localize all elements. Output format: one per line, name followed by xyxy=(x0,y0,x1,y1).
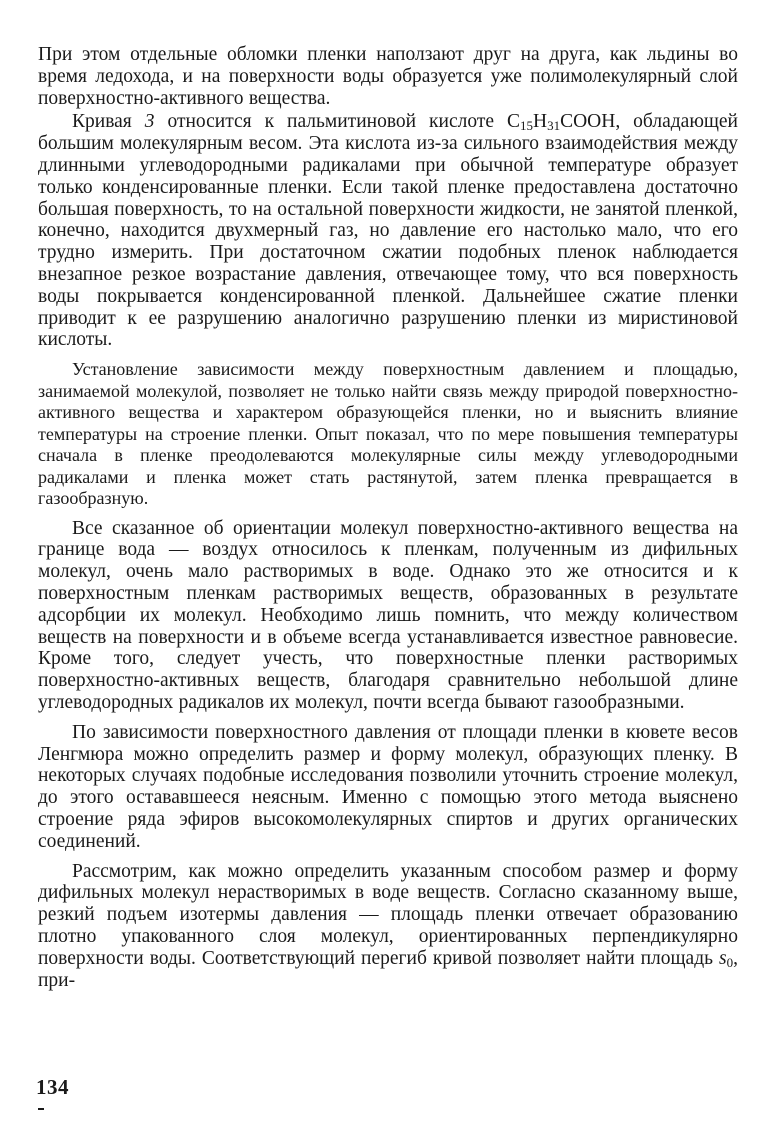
paragraph-2 xyxy=(38,111,738,351)
paragraph-2-text-a: Кривая xyxy=(72,111,145,133)
paragraph-5-text: По зависимости поверхностного давления от площади пленки в кювете весов Ленгмюра можно определить размер и форму молекул, образующих пленку. В некоторых случаях подобные исследования позволили уточнить строение молекул, до этого остававшееся неясным. Именно с помощью этого метода выяснено строение ряда эфиров высокомолекулярных спиртов и других органических соединений. xyxy=(38,721,738,852)
paragraph-2-text-b: относится к пальмитиновой кислоте C xyxy=(154,111,520,133)
paragraph-4-text: Все сказанное об ориентации молекул поверхностно-активного вещества на границе вода — воздух относилось к пленкам, полученным из дифильных молекул, очень мало растворимых в воде. Однако это же относится и к поверхностным пленкам растворимых веществ, образованных в результате адсорбции их молекул. Необходимо лишь помнить, что между количеством веществ на поверхности и в объеме всегда устанавливается известное равновесие. Кроме того, следует учесть, что поверхностные пленки растворимых поверхностно-активных веществ, благодаря сравнительно небольшой длине углеводородных радикалов их молекул, почти всегда бывают газообразными. xyxy=(38,517,738,714)
paragraph-3-text: Установление зависимости между поверхностным давлением и площадью, занимаемой молекулой, позволяет не только найти связь между природой поверхностно-активного вещества и характером образующейся пленки, но и выяснить влияние температуры на строение пленки. Опыт показал, что по мере повышения температуры сначала в пленке преодолеваются молекулярные силы между углеводородными радикалами и пленка может стать растянутой, затем пленка превращается в газообразную. xyxy=(38,359,738,509)
paragraph-1-text: При этом отдельные обломки пленки наползают друг на друга, как льдины во время ледохода, и на поверхности воды образуется уже полимолекулярный слой поверхностно-активного вещества. xyxy=(38,44,738,109)
paragraph-2-text-c: COOH, обладающей большим молекулярным весом. Эта кислота из-за сильного взаимодействия между длинными углеводородными радикалами при обычной температуре образует только конденсированные пленки. Если такой пленке предоставлена достаточно большая поверхность, то на остальной поверхности жидкости, не занятой пленкой, конечно, находится двухмерный газ, но давление его настолько мало, что его трудно измерить. При достаточном сжатии подобных пленок наблюдается внезапное резкое возрастание давления, отвечающее тому, что вся поверхность воды покрывается конденсированной пленкой. Дальнейшее сжатие пленки приводит к ее разрушению аналогично разрушению пленки из миристиновой кислоты. xyxy=(38,111,738,351)
paragraph-4 xyxy=(38,518,738,714)
formula-subscript-h: 31 xyxy=(547,118,561,134)
paragraph-6-text-a: Рассмотрим, как можно определить указанным способом размер и форму дифильных молекул нерастворимых в воде веществ. Согласно сказанному выше, резкий подъем изотермы давления — площадь пленки отвечает образованию плотно упакованного слоя молекул, ориентированных перпендикулярно поверхности воды. Соответствующий перегиб кривой позволяет найти площадь xyxy=(38,860,738,969)
paragraph-6 xyxy=(38,861,738,992)
paragraph-1 xyxy=(38,44,738,109)
curve-number: 3 xyxy=(144,111,155,133)
page-body xyxy=(38,44,738,991)
formula-h: H xyxy=(532,111,548,133)
paragraph-3 xyxy=(38,359,738,510)
area-subscript: 0 xyxy=(726,954,734,970)
area-symbol: s xyxy=(719,947,727,969)
paragraph-6-text-b: , при- xyxy=(38,947,738,991)
margin-mark xyxy=(38,1108,44,1110)
page-number: 134 xyxy=(36,1075,69,1099)
formula-subscript-c: 15 xyxy=(519,118,533,134)
paragraph-5 xyxy=(38,722,738,853)
